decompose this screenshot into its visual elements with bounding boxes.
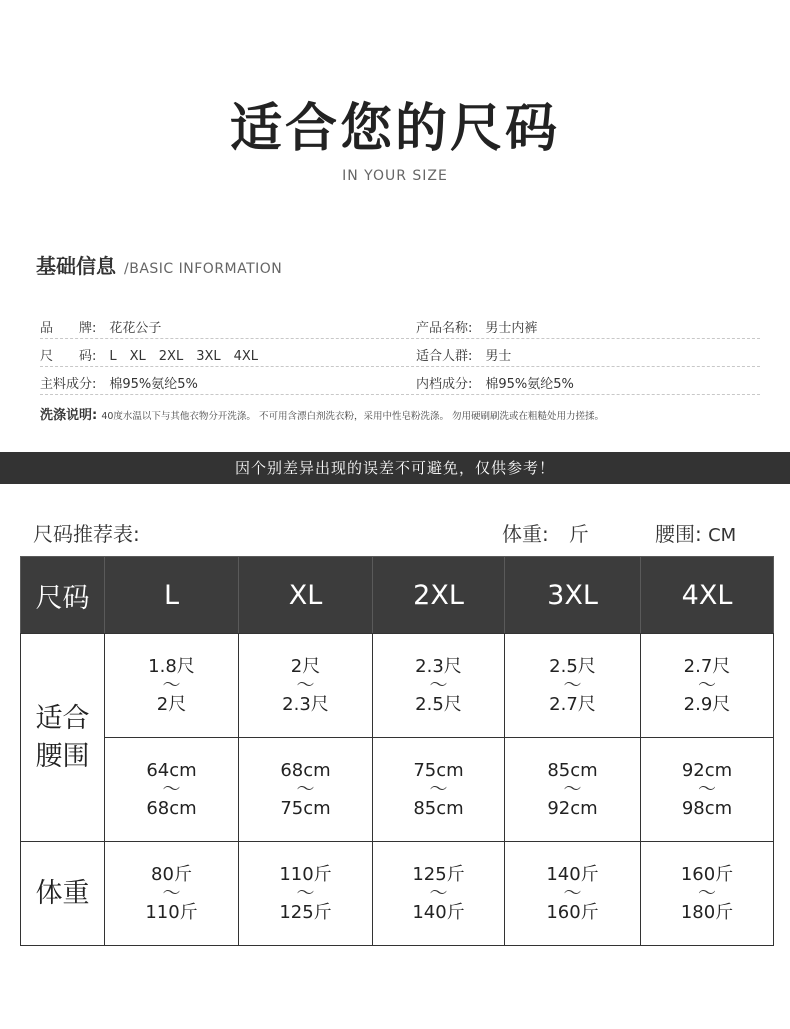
- weight-row: [21, 842, 774, 946]
- range-from: 92cm: [681, 759, 733, 781]
- range-to: 75cm: [280, 797, 331, 819]
- unit-weight: 体重: 斤: [502, 522, 589, 546]
- range-from: 2.5尺: [549, 655, 596, 677]
- range-tilde: ～: [296, 882, 315, 904]
- range-tilde: ～: [162, 882, 181, 904]
- waist-cm-cell: [105, 738, 239, 842]
- range-tilde: ～: [296, 778, 315, 800]
- info-product-name: 产品名称: 男士内裤: [416, 321, 538, 336]
- range-from: 68cm: [280, 759, 331, 781]
- range-tilde: ～: [698, 882, 716, 904]
- range-to: 92cm: [547, 797, 598, 819]
- waist-row-label-line1: 适合: [35, 702, 90, 734]
- range-to: 2.5尺: [415, 693, 462, 715]
- size-header-3xl: 3XL: [505, 557, 641, 634]
- waist-cm-cell: [373, 738, 505, 842]
- page-subtitle: IN YOUR SIZE: [342, 168, 448, 184]
- waist-row-label-line2: 腰围: [35, 740, 90, 772]
- notice-banner: 因个别差异出现的误差不可避免，仅供参考！: [0, 452, 790, 484]
- range-to: 2.7尺: [549, 693, 596, 715]
- range-to: 2.9尺: [683, 693, 731, 715]
- wash-text: 40度水温以下与其他衣物分开洗涤。 不可用含漂白剂洗衣粉，采用中性皂粉洗涤。 勿用硬刷刷洗或在粗糙处用力搓揉。: [101, 411, 604, 422]
- range-tilde: ～: [429, 778, 448, 800]
- range-tilde: ～: [698, 674, 716, 696]
- weight-cell: [239, 842, 373, 946]
- info-brand: 品 牌: 花花公子: [40, 321, 162, 336]
- waist-chi-cell: [641, 634, 774, 738]
- range-to: 125斤: [279, 901, 332, 923]
- size-header-2xl: 2XL: [373, 557, 505, 634]
- size-header-4xl: 4XL: [641, 557, 774, 634]
- range-tilde: ～: [563, 674, 582, 696]
- range-to: 2.3尺: [282, 693, 329, 715]
- range-from: 85cm: [547, 759, 598, 781]
- size-chart-label: 尺码推荐表:: [33, 522, 140, 546]
- basic-info-heading: [36, 250, 282, 278]
- range-from: 110斤: [279, 863, 332, 885]
- waist-chi-cell: [239, 634, 373, 738]
- range-from: 2.7尺: [683, 655, 731, 677]
- waist-chi-cell: [373, 634, 505, 738]
- range-tilde: ～: [563, 882, 582, 904]
- waist-row-label: [21, 634, 105, 842]
- range-to: 160斤: [546, 901, 599, 923]
- range-from: 64cm: [146, 759, 197, 781]
- wash-label: 洗涤说明:: [40, 408, 98, 423]
- range-tilde: ～: [162, 674, 181, 696]
- wash-instructions: [40, 404, 770, 423]
- basic-info-heading-en: /BASIC INFORMATION: [124, 261, 283, 277]
- range-tilde: ～: [563, 778, 582, 800]
- waist-chi-cell: [505, 634, 641, 738]
- range-to: 180斤: [680, 901, 734, 923]
- page-title: 适合您的尺码: [229, 99, 560, 159]
- size-header-l: L: [105, 557, 239, 634]
- weight-row-label: 体重: [21, 842, 105, 946]
- range-from: 140斤: [546, 863, 599, 885]
- size-table: [20, 556, 774, 946]
- size-header-xl: XL: [239, 557, 373, 634]
- range-tilde: ～: [429, 882, 448, 904]
- range-to: 85cm: [413, 797, 464, 819]
- info-row-brand: [40, 314, 760, 339]
- range-from: 125斤: [412, 863, 465, 885]
- range-from: 2.3尺: [415, 655, 462, 677]
- waist-cm-cell: [239, 738, 373, 842]
- range-from: 1.8尺: [148, 655, 195, 677]
- unit-waist-value: CM: [708, 525, 737, 546]
- range-to: 2尺: [156, 693, 187, 715]
- info-crotch-material: 内档成分: 棉95%氨纶5%: [416, 377, 574, 392]
- weight-cell: [105, 842, 239, 946]
- info-main-material: 主料成分: 棉95%氨纶5%: [40, 377, 198, 392]
- range-tilde: ～: [296, 674, 315, 696]
- weight-cell: [505, 842, 641, 946]
- range-from: 75cm: [413, 759, 464, 781]
- info-target-group: 适合人群: 男士: [416, 349, 512, 364]
- size-header-row: [21, 557, 774, 634]
- range-from: 2尺: [290, 655, 321, 677]
- unit-waist: [655, 518, 736, 547]
- basic-info-heading-zh: 基础信息: [36, 254, 116, 278]
- range-tilde: ～: [698, 778, 716, 800]
- range-to: 98cm: [681, 797, 733, 819]
- waist-cm-cell: [505, 738, 641, 842]
- waist-cm-cell: [641, 738, 774, 842]
- range-to: 140斤: [412, 901, 465, 923]
- unit-waist-label: 腰围:: [655, 522, 702, 546]
- range-tilde: ～: [429, 674, 448, 696]
- range-from: 160斤: [680, 863, 734, 885]
- waist-cm-row: [21, 738, 774, 842]
- waist-chi-cell: [105, 634, 239, 738]
- weight-cell: [373, 842, 505, 946]
- info-sizes: 尺 码: L XL 2XL 3XL 4XL: [40, 349, 259, 364]
- range-to: 68cm: [146, 797, 197, 819]
- range-to: 110斤: [145, 901, 198, 923]
- info-row-material: [40, 370, 760, 395]
- range-from: 80斤: [151, 863, 192, 885]
- weight-cell: [641, 842, 774, 946]
- waist-chi-row: [21, 634, 774, 738]
- size-header-corner: 尺码: [21, 557, 105, 634]
- info-row-size: [40, 342, 760, 367]
- range-tilde: ～: [162, 778, 181, 800]
